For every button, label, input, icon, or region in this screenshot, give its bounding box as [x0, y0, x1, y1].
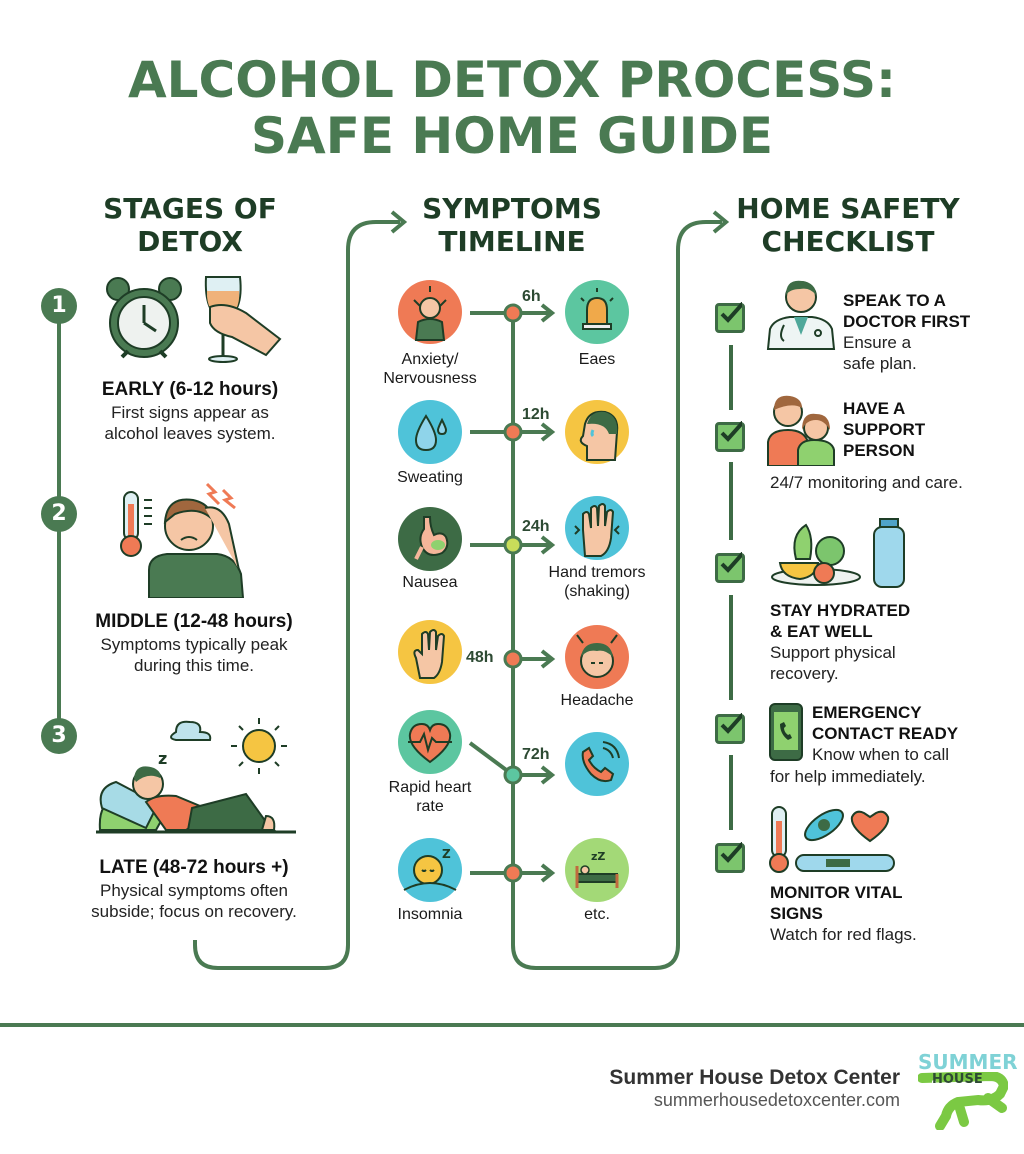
- brand-url[interactable]: summerhousedetoxcenter.com: [653, 1090, 900, 1110]
- checklist-heading: PERSON: [843, 441, 915, 460]
- symptom-label: [355, 778, 505, 816]
- symptom-label: Insomnia: [397, 906, 463, 923]
- symptom-label: etc.: [584, 906, 610, 923]
- sweating-head-icon: [565, 400, 629, 464]
- stage-late: [64, 856, 324, 922]
- checklist-heading: SPEAK TO A: [843, 291, 946, 310]
- timeline-title-line1: SYMPTOMS: [422, 192, 602, 225]
- checklist-heading: EMERGENCY: [812, 703, 922, 722]
- shaking-hand-icon: [565, 496, 629, 560]
- footer-divider: [0, 1023, 1024, 1027]
- checkbox-checked[interactable]: [715, 303, 745, 333]
- stage-description: subside; focus on recovery.: [91, 902, 297, 921]
- stage-description: Physical symptoms often: [99, 881, 288, 900]
- food-and-water-icon: [770, 515, 910, 591]
- sun-icon: [243, 730, 275, 762]
- page-title-line2: SAFE HOME GUIDE: [251, 107, 773, 165]
- alarm-light-icon: [565, 280, 629, 344]
- checklist-item-hydrate: [770, 600, 1020, 684]
- cloud-icon: [171, 722, 210, 740]
- checkbox-checked[interactable]: [715, 843, 745, 873]
- sleeping-moon-icon: [398, 838, 462, 902]
- stages-title-line1: STAGES OF: [103, 192, 277, 225]
- stage-number-badge: 1: [41, 288, 77, 324]
- checklist-heading: HAVE A: [843, 399, 906, 418]
- water-drops-icon: [398, 400, 462, 464]
- checklist-description: Watch for red flags.: [770, 925, 917, 944]
- checklist-description: Support physical: [770, 643, 896, 662]
- vital-signs-icon: [766, 805, 896, 875]
- symptom-label-line: rate: [416, 798, 444, 815]
- checklist-heading: DOCTOR FIRST: [843, 312, 971, 331]
- timeline-title-line2: TIMELINE: [438, 225, 586, 258]
- bed-sleep-icon: [565, 838, 629, 902]
- logo-text: SUMMER: [918, 1050, 1018, 1074]
- stage-number-badge: 2: [41, 496, 77, 532]
- checklist-title-line2: CHECKLIST: [761, 225, 935, 258]
- timeline-hour: 48h: [466, 649, 494, 666]
- checklist-item-emergency: [812, 702, 1022, 765]
- stage-middle: [64, 610, 324, 676]
- stage-heading: EARLY (6-12 hours): [101, 379, 279, 400]
- checklist-description: safe plan.: [843, 354, 917, 373]
- stomach-icon: [398, 507, 462, 571]
- doctor-icon: [766, 275, 836, 351]
- anxious-person-icon: [398, 280, 462, 344]
- svg-text:zZ: zZ: [591, 850, 606, 863]
- checklist-heading: MONITOR VITAL: [770, 883, 903, 902]
- phone-call-icon: [565, 732, 629, 796]
- checklist-description: Ensure a: [843, 333, 912, 352]
- headache-face-icon: [565, 625, 629, 689]
- symptom-label-line: Nervousness: [383, 370, 477, 387]
- summer-house-logo: [918, 1050, 1018, 1130]
- symptom-label: Nausea: [402, 574, 458, 591]
- stage-heading: LATE (48-72 hours +): [99, 857, 289, 878]
- symptom-label: [355, 350, 505, 388]
- symptom-label-line: (shaking): [564, 583, 630, 600]
- timeline-hour: 72h: [522, 746, 550, 763]
- svg-text:z: z: [158, 749, 168, 768]
- symptom-label: [522, 563, 672, 601]
- stage-early: [60, 378, 320, 444]
- raised-hand-icon: [398, 620, 462, 684]
- stage-description: Symptoms typically peak: [100, 635, 288, 654]
- checkbox-checked[interactable]: [715, 553, 745, 583]
- checklist-heading: & EAT WELL: [770, 622, 873, 641]
- heartbeat-icon: [398, 710, 462, 774]
- checklist-heading: CONTACT READY: [812, 724, 959, 743]
- symptom-label: Eaes: [578, 351, 616, 368]
- brand-name: Summer House Detox Center: [609, 1066, 900, 1089]
- timeline-hour: 24h: [522, 518, 550, 535]
- timeline-hour: 12h: [522, 406, 550, 423]
- checklist-heading: STAY HYDRATED: [770, 601, 911, 620]
- person-resting-icon: [96, 712, 296, 842]
- person-with-headache-icon: [145, 478, 255, 598]
- support-people-icon: [766, 390, 838, 466]
- checklist-description: Know when to call: [812, 745, 950, 764]
- checklist-description: 24/7 monitoring and care.: [770, 473, 963, 492]
- checklist-heading: SUPPORT: [843, 420, 926, 439]
- stages-title-line2: DETOX: [137, 225, 243, 258]
- checklist-item-vitals: [770, 882, 1020, 945]
- alarm-clock-icon: [104, 275, 184, 365]
- stage-description: alcohol leaves system.: [104, 424, 276, 443]
- checklist-title-line1: HOME SAFETY: [736, 192, 960, 225]
- symptom-label: Headache: [560, 692, 634, 709]
- stage-number-badge: 3: [41, 718, 77, 754]
- checklist-heading: SIGNS: [770, 904, 823, 923]
- checkbox-checked[interactable]: [715, 422, 745, 452]
- hand-holding-wine-glass-icon: [196, 273, 286, 365]
- checklist-item-support: [843, 398, 1023, 461]
- symptom-label-line: Anxiety/: [401, 351, 459, 368]
- mobile-phone-icon: [768, 702, 804, 762]
- stage-description: during this time.: [134, 656, 254, 675]
- checklist-description: for help immediately.: [770, 767, 926, 786]
- stage-heading: MIDDLE (12-48 hours): [95, 611, 293, 632]
- symptom-label: Sweating: [397, 469, 463, 486]
- symptom-label-line: Rapid heart: [388, 779, 472, 796]
- logo-text: HOUSE: [932, 1072, 983, 1087]
- checklist-item-doctor: [843, 290, 1023, 374]
- symptom-label-line: Hand tremors: [548, 564, 646, 581]
- stage-description: First signs appear as: [111, 403, 269, 422]
- page-title-line1: ALCOHOL DETOX PROCESS:: [127, 51, 897, 109]
- svg-text:Z: Z: [442, 847, 451, 861]
- timeline-hour: 6h: [522, 288, 541, 305]
- checklist-description: recovery.: [770, 664, 839, 683]
- checkbox-checked[interactable]: [715, 714, 745, 744]
